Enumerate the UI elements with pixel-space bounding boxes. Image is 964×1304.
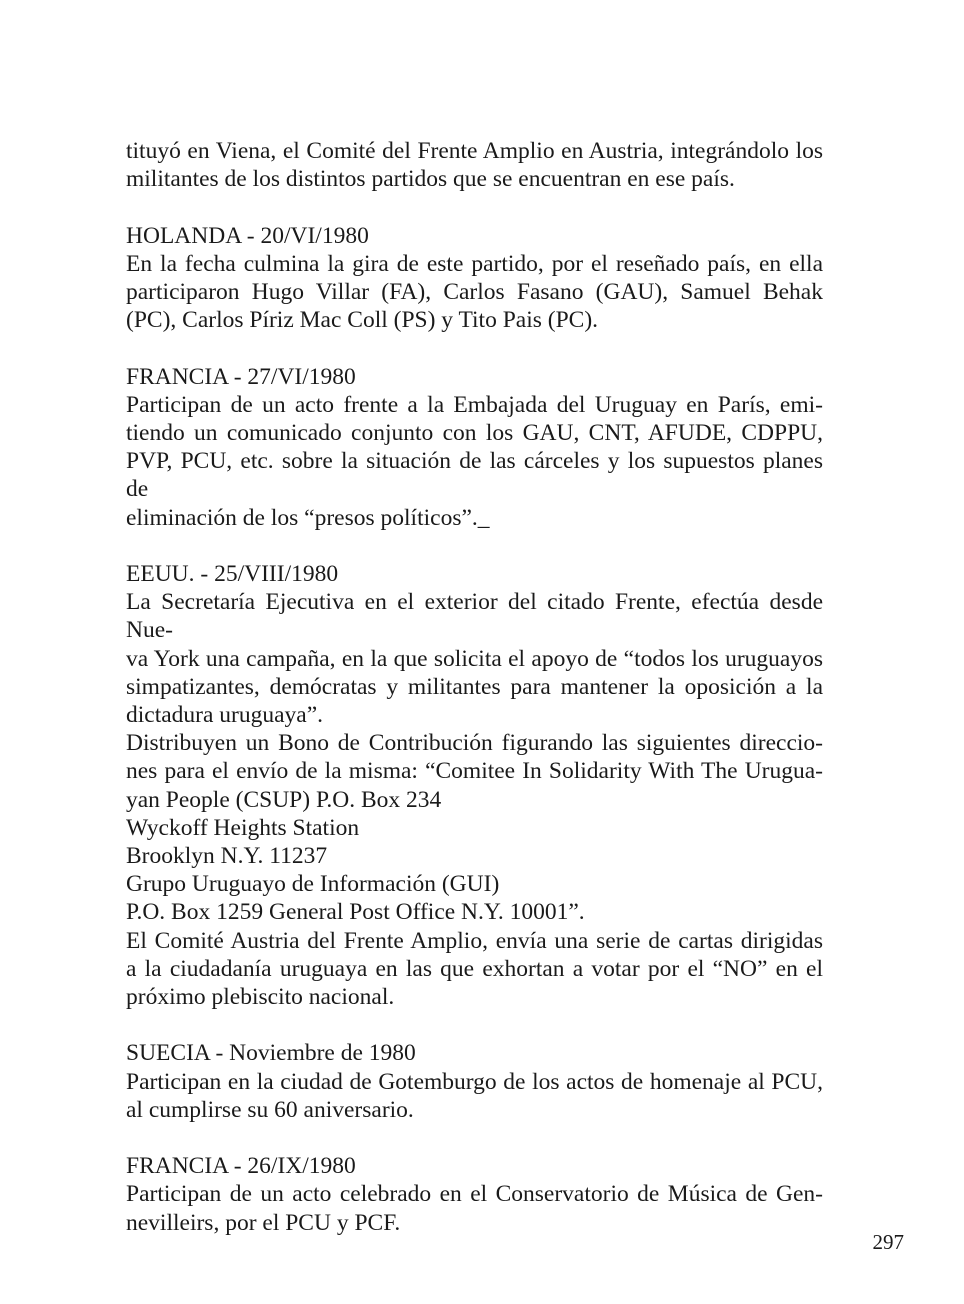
address-line: Wyckoff Heights Station [126, 814, 360, 841]
address-line: Grupo Uruguayo de Información (GUI) [126, 871, 500, 898]
section-heading: EEUU. - 25/VIII/1980 [126, 561, 339, 587]
section-francia-junio [126, 363, 823, 532]
section-suecia [126, 1039, 823, 1124]
text-line: PVP, PCU, etc. sobre la situación de las cárceles y los supuestos planes de [126, 448, 823, 503]
address-line: yan People (CSUP) P.O. Box 234 [126, 786, 442, 813]
text-line: a la ciudadanía uruguaya en las que exhortan a votar por el “NO” en el [126, 955, 823, 982]
text-line: simpatizantes, demócratas y militantes para mantener la oposición a la [126, 673, 823, 700]
section-heading: HOLANDA - 20/VI/1980 [126, 222, 369, 249]
text-line: nes para el envío de la misma: “Comitee In Solidarity With The Urugua- [126, 758, 823, 785]
text-line: próximo plebiscito nacional. [126, 984, 395, 1011]
text-line: militantes de los distintos partidos que se encuentran en ese país. [126, 166, 735, 193]
section-heading: FRANCIA - 27/VI/1980 [126, 363, 356, 390]
text-line: Participan de un acto celebrado en el Conservatorio de Música de Gen- [126, 1181, 823, 1208]
text-line: dictadura uruguaya”. [126, 702, 324, 729]
text-line: (PC), Carlos Píriz Mac Coll (PS) y Tito Pais (PC). [126, 307, 599, 334]
text-line: En la fecha culmina la gira de este partido, por el reseñado país, en ella [126, 250, 823, 277]
section-francia-septiembre [126, 1152, 823, 1237]
text-line: Distribuyen un Bono de Contribución figurando las siguientes direccio- [126, 730, 823, 757]
address-line: Brooklyn N.Y. 11237 [126, 843, 328, 870]
text-line: El Comité Austria del Frente Amplio, envía una serie de cartas dirigidas [126, 927, 823, 954]
text-line: participaron Hugo Villar (FA), Carlos Fasano (GAU), Samuel Behak [126, 279, 823, 305]
text-line: eliminación de los “presos políticos”._ [126, 504, 490, 531]
page-number: 297 [872, 1230, 904, 1254]
text-line: al cumplirse su 60 aniversario. [126, 1096, 414, 1123]
address-line: P.O. Box 1259 General Post Office N.Y. 10001”. [126, 899, 585, 926]
opening-paragraph [126, 137, 823, 193]
page-body [126, 137, 823, 1237]
section-eeuu [126, 560, 823, 1011]
section-holanda [126, 222, 823, 335]
text-line: Participan de un acto frente a la Embajada del Uruguay en París, emi- [126, 391, 823, 418]
text-line: Participan en la ciudad de Gotemburgo de los actos de homenaje al PCU, [126, 1068, 823, 1095]
text-line: va York una campaña, en la que solicita el apoyo de “todos los uruguayos [126, 645, 823, 672]
text-line: La Secretaría Ejecutiva en el exterior del citado Frente, efectúa desde Nue- [126, 589, 823, 644]
text-line: tituyó en Viena, el Comité del Frente Amplio en Austria, integrándolo los [126, 138, 823, 164]
section-heading: FRANCIA - 26/IX/1980 [126, 1153, 356, 1180]
text-line: tiendo un comunicado conjunto con los GAU, CNT, AFUDE, CDPPU, [126, 420, 823, 446]
text-line: nevilleirs, por el PCU y PCF. [126, 1209, 401, 1236]
section-heading: SUECIA - Noviembre de 1980 [126, 1040, 416, 1067]
